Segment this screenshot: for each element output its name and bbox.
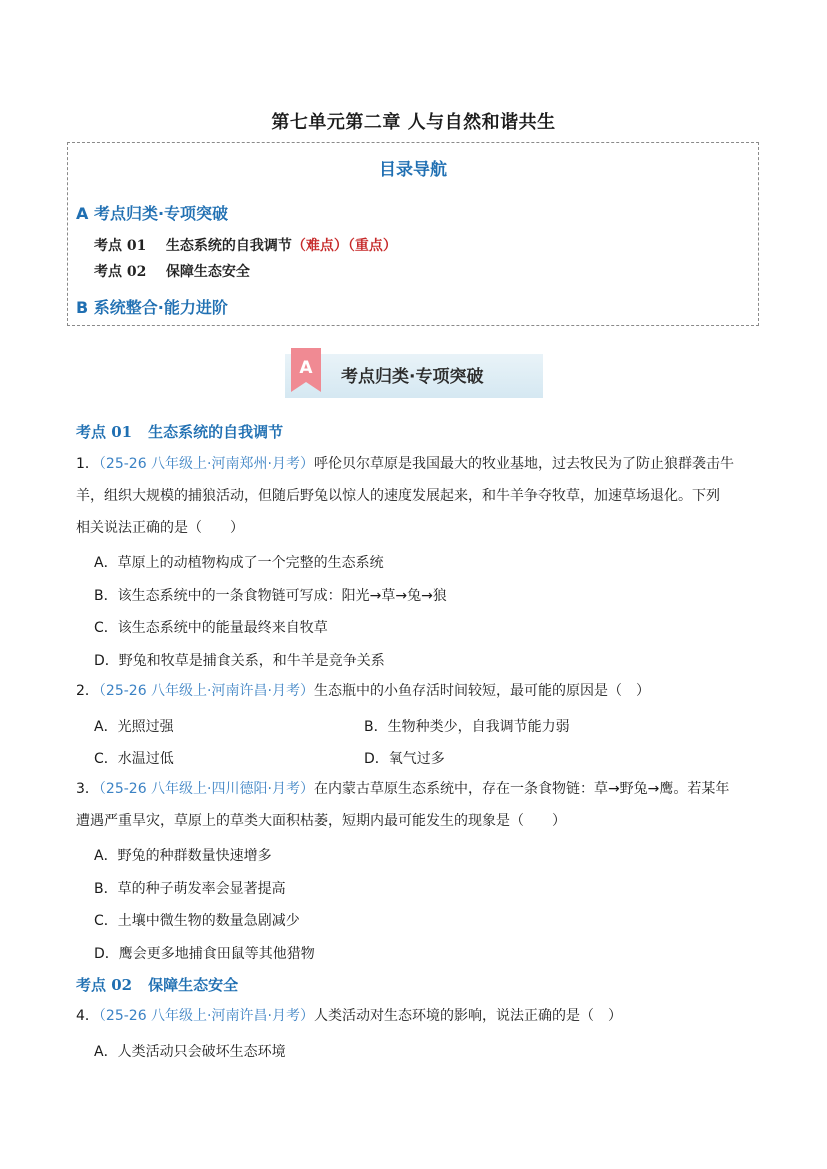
option-2a[interactable]: A．光照过强 [94, 719, 174, 735]
question-source[interactable]: （25-26 八年级上·四川德阳·月考） [98, 781, 314, 797]
toc-point-no: 考点 02 [94, 264, 147, 280]
kp-no: 考点 01 [76, 423, 133, 441]
kp-name: 保障生态安全 [148, 976, 239, 994]
question-source[interactable]: （25-26 八年级上·河南许昌·月考） [98, 683, 314, 699]
option-1d[interactable]: D．野兔和牧草是捕食关系，和牛羊是竞争关系 [94, 653, 385, 669]
page-title: 第七单元第二章 人与自然和谐共生 [271, 112, 556, 133]
question-number: 1． [76, 456, 99, 472]
toc-point-01[interactable] [94, 235, 397, 255]
question-line: 羊，组织大规模的捕狼活动，但随后野兔以惊人的速度发展起来，和牛羊争夺牧草，加速草场退化。下列 [76, 488, 720, 504]
question-line: 相关说法正确的是（ ） [76, 520, 244, 536]
question-stem: 人类活动对生态环境的影响，说法正确的是（ ） [313, 1008, 622, 1024]
question-stem: 在内蒙古草原生态系统中，存在一条食物链：草→野兔→鹰。若某年 [313, 781, 730, 797]
table-of-contents [67, 142, 759, 326]
toc-point-tags: （难点）（重点） [291, 238, 397, 254]
option-3c[interactable]: C．土壤中微生物的数量急剧减少 [94, 913, 300, 929]
option-1a[interactable]: A．草原上的动植物构成了一个完整的生态系统 [94, 555, 384, 571]
option-2c[interactable]: C．水温过低 [94, 751, 174, 767]
toc-section-b[interactable]: B 系统整合·能力进阶 [76, 298, 228, 317]
toc-heading: 目录导航 [379, 160, 447, 180]
option-2d[interactable]: D．氧气过多 [364, 751, 445, 767]
option-1b[interactable]: B．该生态系统中的一条食物链可写成：阳光→草→兔→狼 [94, 588, 447, 604]
question-line [76, 448, 756, 480]
option-1c[interactable]: C．该生态系统中的能量最终来自牧草 [94, 620, 328, 636]
question-number: 4． [76, 1008, 99, 1024]
kp-heading-01 [76, 421, 299, 442]
question-4 [76, 1000, 756, 1032]
question-line [76, 675, 756, 707]
toc-point-02[interactable] [94, 261, 250, 281]
banner-letter: A [299, 358, 313, 378]
question-stem: 生态瓶中的小鱼存活时间较短，最可能的原因是（ ） [313, 683, 650, 699]
toc-point-no: 考点 01 [94, 238, 147, 254]
option-3d[interactable]: D．鹰会更多地捕食田鼠等其他猎物 [94, 946, 315, 962]
bookmark-flag-icon [291, 348, 321, 392]
kp-heading-02 [76, 974, 254, 995]
toc-point-name: 生态系统的自我调节 [165, 238, 292, 254]
question-source[interactable]: （25-26 八年级上·河南许昌·月考） [98, 1008, 314, 1024]
question-line [76, 1000, 756, 1032]
banner-text: 考点归类·专项突破 [341, 367, 484, 387]
question-line: 遭遇严重旱灾，草原上的草类大面积枯萎，短期内最可能发生的现象是（ ） [76, 813, 566, 829]
kp-no: 考点 02 [76, 976, 133, 994]
question-stem: 呼伦贝尔草原是我国最大的牧业基地，过去牧民为了防止狼群袭击牛 [313, 456, 734, 472]
option-3a[interactable]: A．野兔的种群数量快速增多 [94, 848, 272, 864]
section-banner [285, 348, 543, 398]
question-3 [76, 773, 756, 837]
question-number: 3． [76, 781, 99, 797]
question-1 [76, 448, 756, 544]
option-2b[interactable]: B．生物种类少，自我调节能力弱 [364, 719, 570, 735]
option-4a[interactable]: A．人类活动只会破坏生态环境 [94, 1044, 286, 1060]
question-line [76, 773, 756, 805]
question-2 [76, 675, 756, 707]
option-3b[interactable]: B．草的种子萌发率会显著提高 [94, 881, 286, 897]
kp-name: 生态系统的自我调节 [148, 423, 284, 441]
toc-point-name: 保障生态安全 [165, 264, 250, 280]
question-source[interactable]: （25-26 八年级上·河南郑州·月考） [98, 456, 314, 472]
question-number: 2． [76, 683, 99, 699]
toc-section-a[interactable]: A 考点归类·专项突破 [76, 204, 229, 223]
